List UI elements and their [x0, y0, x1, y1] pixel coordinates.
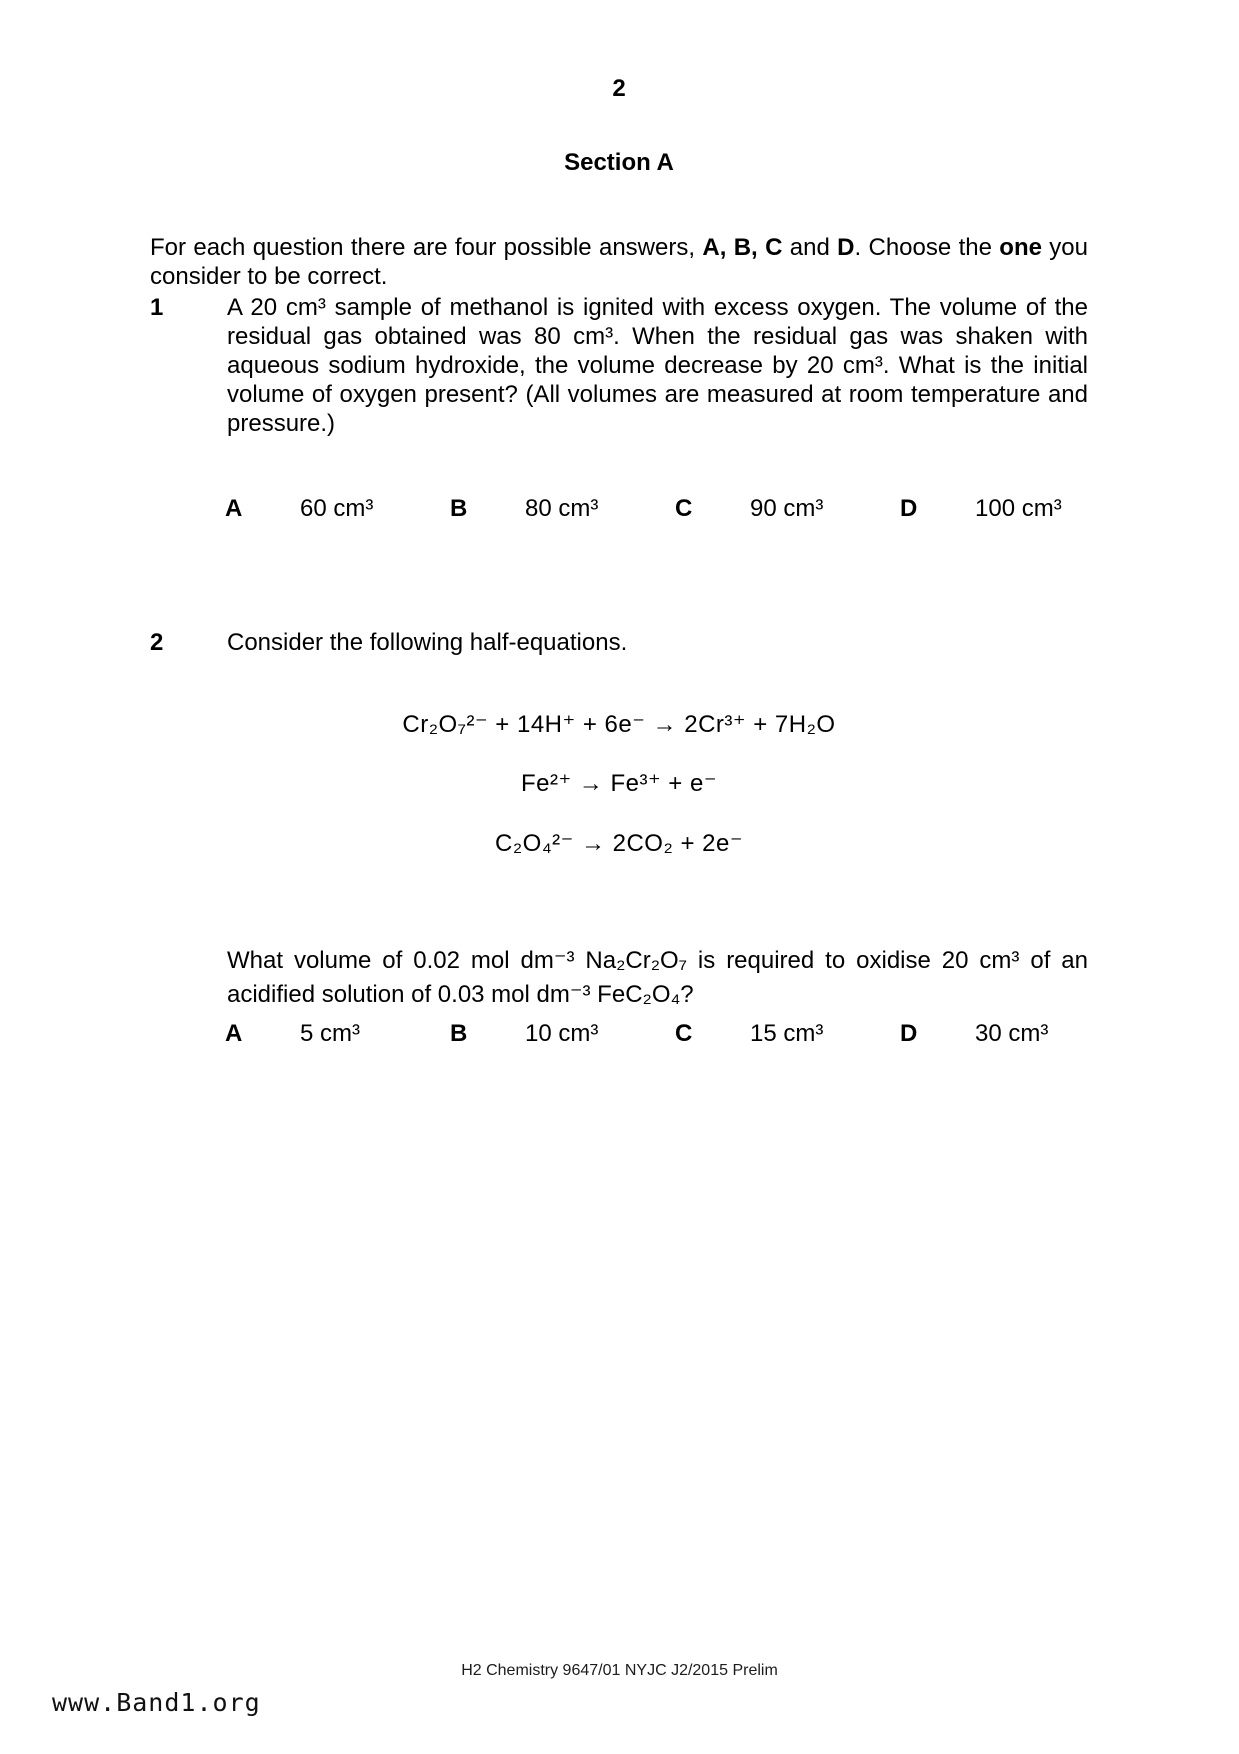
- question-2: [150, 628, 1088, 657]
- option-value: 90 cm³: [750, 495, 824, 522]
- half-equation-oxalate: C₂O₄²⁻ → 2CO₂ + 2e⁻: [495, 830, 743, 857]
- option-letter: C: [675, 1020, 693, 1047]
- instructions-emphasis-one: one: [999, 234, 1042, 261]
- question-1-text: A 20 cm³ sample of methanol is ignited with excess oxygen. The volume of the residual gas obtained was 80 cm³. When the residual gas was shaken with aqueous sodium hydroxide, the volume decrease by 20 cm³. What is the initial volume of oxygen present? (All volumes are measured at room temperature and pressure.): [227, 294, 1088, 437]
- option-value: 5 cm³: [300, 1020, 360, 1047]
- instructions-answer-letters: A, B, C: [702, 234, 783, 261]
- option-letter: C: [675, 495, 693, 522]
- page-number: 2: [612, 75, 626, 102]
- question-2-options: [225, 1019, 1048, 1048]
- instructions-segment: For each question there are four possible answers,: [150, 234, 703, 261]
- half-equation-dichromate: Cr₂O₇²⁻ + 14H⁺ + 6e⁻ → 2Cr³⁺ + 7H₂O: [402, 711, 836, 738]
- option-letter: B: [450, 1020, 468, 1047]
- instructions-segment: and: [782, 234, 838, 261]
- option-value: 10 cm³: [525, 1020, 599, 1047]
- footer-exam-info: H2 Chemistry 9647/01 NYJC J2/2015 Prelim: [461, 1662, 778, 1679]
- question-1-number: 1: [150, 294, 164, 321]
- question-2-text: Consider the following half-equations.: [227, 629, 628, 656]
- option-value: 60 cm³: [300, 495, 374, 522]
- option-letter: D: [900, 1020, 918, 1047]
- option-letter: A: [225, 1020, 243, 1047]
- option-letter: A: [225, 495, 243, 522]
- question-2-continued-text: What volume of 0.02 mol dm⁻³ Na₂Cr₂O₇ is required to oxidise 20 cm³ of an acidified solution of 0.03 mol dm⁻³ FeC₂O₄?: [227, 947, 1088, 1008]
- option-letter: D: [900, 495, 918, 522]
- option-value: 30 cm³: [975, 1020, 1049, 1047]
- option-value: 80 cm³: [525, 495, 599, 522]
- question-2-number: 2: [150, 629, 164, 656]
- option-value: 100 cm³: [975, 495, 1062, 522]
- section-title: Section A: [564, 149, 674, 176]
- instructions-segment: . Choose the: [854, 234, 1000, 261]
- option-value: 15 cm³: [750, 1020, 824, 1047]
- watermark-url: www.Band1.org: [52, 1688, 261, 1717]
- instructions-segment: you consider to be correct.: [150, 234, 1088, 290]
- instructions-answer-letter-d: D: [837, 234, 855, 261]
- option-letter: B: [450, 495, 468, 522]
- question-1: [150, 293, 1088, 438]
- question-1-options: [225, 494, 1062, 523]
- section-instructions: [150, 233, 1088, 291]
- half-equation-iron: Fe²⁺ → Fe³⁺ + e⁻: [520, 770, 718, 797]
